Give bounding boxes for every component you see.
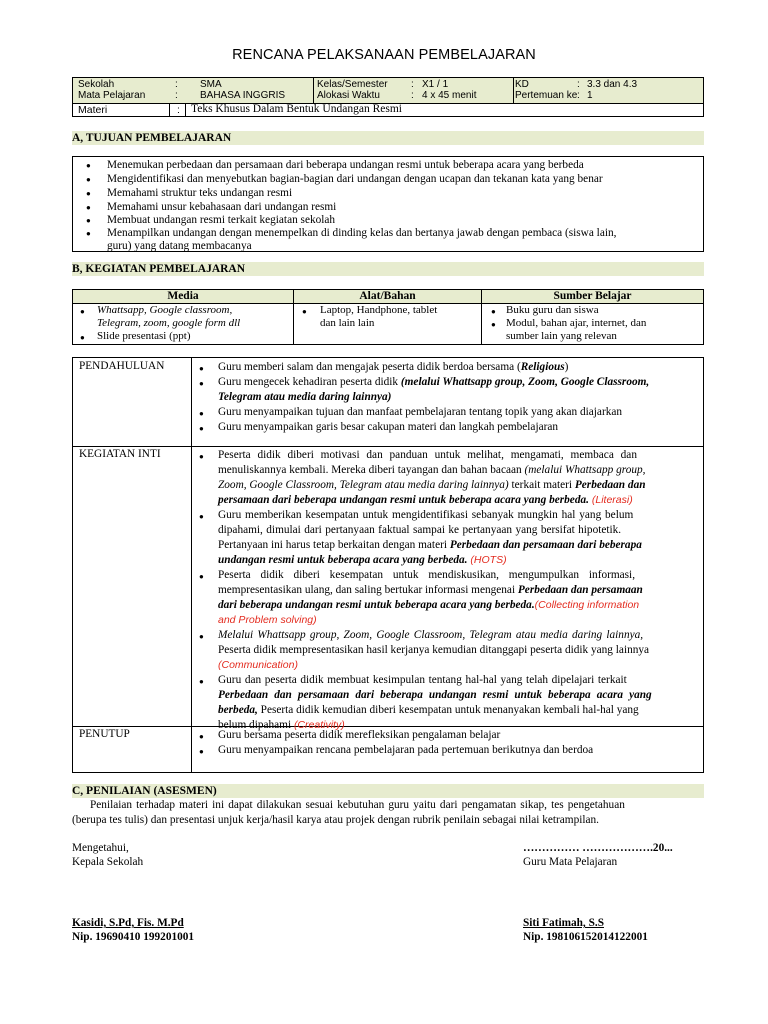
- text: Guru menyampaikan rencana pembelajaran pada pertemuan berikutnya dan berdoa: [218, 744, 594, 756]
- media-item: Telegram, zoom, google form dll: [97, 317, 241, 329]
- asesmen-text-line1: Penilaian terhadap materi ini dapat dilakukan sesuai kebutuhan guru yaitu dari pengamatan sikap, tes pengetahuan: [90, 799, 625, 811]
- text: Guru dan peserta didik membuat kesimpulan tentang hal-hal yang telah dipelajari terkait: [218, 674, 627, 686]
- list-item-continuation: [73, 239, 703, 252]
- media-item: Whattsapp, Google classroom,: [97, 304, 233, 316]
- guru-name: Siti Fatimah, S.S: [523, 917, 604, 929]
- text: terkait materi: [508, 479, 575, 491]
- mapel-value: BAHASA INGGRIS: [200, 90, 286, 101]
- header-info-grid: [73, 78, 703, 104]
- sumber-item: Modul, bahan ajar, internet, dan: [506, 317, 647, 329]
- bullet-icon: ●: [199, 572, 204, 581]
- kepala-nip: Nip. 19690410 199201001: [72, 931, 195, 943]
- text: Peserta didik mempresentasikan hasil kerjanya kemudian ditanggapi peserta didik yang lainnya: [218, 644, 650, 656]
- text: Guru mengecek kehadiran peserta didik: [218, 376, 401, 388]
- header-col-class: [313, 78, 514, 103]
- column-header-alat: Alat/Bahan: [359, 290, 416, 302]
- pertemuan-value: 1: [587, 90, 593, 101]
- value-tag: (Communication): [218, 659, 298, 671]
- line: [192, 643, 701, 658]
- pendahuluan-content: [192, 360, 701, 435]
- list-item-text: Memahami unsur kebahasaan dari undangan resmi: [107, 201, 337, 213]
- inti-content: [192, 448, 701, 733]
- kelas-label: Kelas/Semester: [317, 79, 388, 90]
- text: Perbedaan dan persamaan dari beberapa: [449, 539, 642, 551]
- list-item: [192, 728, 701, 743]
- list-item-text: Memahami struktur teks undangan resmi: [107, 187, 293, 199]
- kd-value: 3.3 dan 4.3: [587, 79, 638, 90]
- section-c-heading: [72, 784, 704, 798]
- page-title: RENCANA PELAKSANAAN PEMBELAJARAN: [232, 47, 536, 63]
- bullet-icon: ●: [199, 677, 204, 686]
- text: Peserta didik diberi kesempatan untuk mendiskusikan, mengumpulkan informasi,: [218, 569, 636, 581]
- bullet-icon: ●: [86, 161, 91, 170]
- value-tag: (Collecting information: [534, 599, 640, 611]
- list-item: [73, 158, 703, 172]
- text: Guru menyampaikan tujuan dan manfaat pembelajaran tentang topik yang akan diajarkan: [218, 406, 623, 418]
- list-item: [73, 226, 703, 239]
- phase-label-pendahuluan: PENDAHULUAN: [79, 360, 165, 372]
- list-item: [192, 508, 701, 523]
- list-item: [73, 172, 703, 186]
- bullet-icon: ●: [199, 409, 204, 418]
- text: Guru menyampaikan garis besar cakupan materi dan langkah pembelajaran: [218, 421, 559, 433]
- bullet-icon: ●: [199, 747, 204, 756]
- colon: :: [177, 104, 180, 116]
- text: Perbedaan dan persamaan dari beberapa undangan resmi untuk beberapa acara yang: [218, 689, 652, 701]
- divider: [169, 103, 170, 117]
- list-item: [192, 405, 701, 420]
- resource-table-header: [73, 290, 703, 304]
- list-item: [192, 673, 701, 688]
- list-item: [73, 186, 703, 200]
- sumber-item: sumber lain yang relevan: [506, 330, 617, 342]
- alokasi-label: Alokasi Waktu: [317, 90, 380, 101]
- materi-value: Teks Khusus Dalam Bentuk Undangan Resmi: [191, 103, 402, 115]
- line: [192, 493, 701, 508]
- line: [192, 613, 701, 628]
- text: belum dipahami: [218, 719, 294, 731]
- phase-table: [72, 357, 704, 773]
- alat-item: Laptop, Handphone, tablet: [320, 304, 438, 316]
- bullet-icon: ●: [86, 229, 91, 238]
- list-item-text: Menampilkan undangan dengan menempelkan di dinding kelas dan bertanya jawab dengan pembaca (siswa lain,: [107, 227, 617, 239]
- bullet-icon: ●: [199, 452, 204, 461]
- alat-item: dan lain lain: [320, 317, 375, 329]
- bullet-icon: ●: [80, 307, 85, 316]
- alokasi-value: 4 x 45 menit: [422, 90, 477, 101]
- list-item-text: Membuat undangan resmi terkait kegiatan sekolah: [107, 214, 336, 226]
- colon: :: [577, 90, 580, 101]
- sekolah-label: Sekolah: [78, 79, 115, 90]
- list-item: [192, 628, 701, 643]
- bullet-icon: ●: [199, 512, 204, 521]
- kd-label: KD: [515, 79, 529, 90]
- value-tag: Religious: [520, 361, 565, 373]
- text: Guru bersama peserta didik merefleksikan pengalaman belajar: [218, 729, 501, 741]
- bullet-icon: ●: [86, 175, 91, 184]
- section-a-heading-text: A, TUJUAN PEMBELAJARAN: [72, 132, 232, 144]
- line: [192, 478, 701, 493]
- text: persamaan dari beberapa undangan resmi untuk beberapa acara yang berbeda.: [218, 494, 589, 506]
- text: berbeda,: [218, 704, 258, 716]
- bullet-icon: ●: [80, 333, 85, 342]
- divider: [293, 290, 294, 344]
- list-item-text: guru) yang datang membacanya: [107, 240, 252, 252]
- colon: :: [411, 79, 414, 90]
- text: (melalui Whattsapp group,: [524, 464, 646, 476]
- pertemuan-label: Pertemuan ke: [515, 90, 578, 101]
- text: Melalui Whattsapp group, Zoom, Google Classroom, Telegram atau media daring lainnya,: [218, 629, 644, 641]
- text: (melalui Whattsapp group, Zoom, Google Classroom,: [400, 376, 650, 388]
- bullet-icon: ●: [199, 632, 204, 641]
- value-tag: and Problem solving): [218, 614, 317, 626]
- divider: [185, 103, 186, 117]
- column-header-media: Media: [167, 290, 199, 302]
- bullet-icon: ●: [199, 379, 204, 388]
- list-item: [192, 420, 701, 435]
- value-tag: (HOTS): [467, 554, 507, 566]
- section-c-heading-text: C, PENILAIAN (ASESMEN): [72, 785, 217, 797]
- materi-row: [73, 103, 703, 117]
- text: dipahami, dimulai dari pertanyaan faktual sampai ke pertanyaan yang bersifat hipotetik.: [218, 524, 622, 536]
- asesmen-text-line2: (berupa tes tulis) dan presentasi unjuk kerja/hasil karya atau projek dengan rubrik penilain sebagai nilai ketrampilan.: [72, 814, 600, 826]
- list-item: [73, 213, 703, 226]
- text: mempresentasikan ulang, dan saling bertukar informasi mengenai: [218, 584, 518, 596]
- bullet-icon: ●: [199, 732, 204, 741]
- sekolah-value: SMA: [200, 79, 222, 90]
- date-line: …………… ……………….20...: [523, 842, 673, 854]
- text: Perbedaan dan: [574, 479, 646, 491]
- colon: :: [175, 90, 178, 101]
- list-item-text: Menemukan perbedaan dan persamaan dari beberapa undangan resmi untuk beberapa acara yang berbeda: [107, 159, 584, 171]
- text: Perbedaan dan persamaan: [517, 584, 643, 596]
- line: [192, 523, 701, 538]
- text: Guru memberi salam dan mengajak peserta didik berdoa bersama (: [218, 361, 521, 373]
- colon: :: [411, 90, 414, 101]
- bullet-icon: ●: [86, 216, 91, 225]
- resource-table: [72, 289, 704, 345]
- text: Zoom, Google Classroom, Telegram atau media daring lainnya): [218, 479, 509, 491]
- list-item: [192, 568, 701, 583]
- list-item: [73, 200, 703, 213]
- bullet-icon: ●: [86, 203, 91, 212]
- guru-nip: Nip. 198106152014122001: [523, 931, 648, 943]
- bullet-icon: ●: [491, 307, 496, 316]
- text: Peserta didik kemudian diberi kesempatan untuk menanyakan kembali hal-hal yang: [257, 704, 639, 716]
- tujuan-list: [73, 158, 703, 252]
- line: [192, 688, 701, 703]
- divider: [73, 446, 703, 447]
- text: menuliskannya kembali. Mereka diberi tayangan dan bahan bacaan: [218, 464, 525, 476]
- list-item: [192, 375, 701, 390]
- line: [192, 598, 701, 613]
- tujuan-box: [72, 156, 704, 252]
- text: Peserta didik diberi motivasi dan panduan untuk melihat, mengamati, membaca dan: [218, 449, 637, 461]
- column-header-sumber: Sumber Belajar: [553, 290, 632, 302]
- bullet-icon: ●: [199, 364, 204, 373]
- divider: [481, 290, 482, 344]
- mapel-label: Mata Pelajaran: [78, 90, 146, 101]
- list-item-text: Mengidentifikasi dan menyebutkan bagian-bagian dari undangan dengan ucapan dan tekanan kata yang benar: [107, 173, 603, 185]
- guru-label: Guru Mata Pelajaran: [523, 856, 618, 868]
- value-tag: (Creativity): [293, 719, 345, 731]
- sumber-item: Buku guru dan siswa: [506, 304, 599, 316]
- list-item: [192, 743, 701, 758]
- list-item: [192, 360, 701, 375]
- phase-label-penutup: PENUTUP: [79, 728, 130, 740]
- header-col-school: [73, 78, 314, 103]
- section-a-heading: [72, 131, 704, 145]
- text: Pertanyaan ini harus tetap berkaitan dengan materi: [218, 539, 450, 551]
- text: undangan resmi untuk beberapa acara yang berbeda.: [218, 554, 468, 566]
- colon: :: [175, 79, 178, 90]
- line: [192, 538, 701, 553]
- list-item: [192, 448, 701, 463]
- line: [192, 553, 701, 568]
- section-b-heading-text: B, KEGIATAN PEMBELAJARAN: [72, 263, 246, 275]
- value-tag: (Literasi): [588, 494, 633, 506]
- kepala-sekolah-label: Kepala Sekolah: [72, 856, 144, 868]
- line: [192, 463, 701, 478]
- text: dari beberapa undangan resmi untuk beberapa acara yang berbeda.: [218, 599, 535, 611]
- line: [192, 583, 701, 598]
- bullet-icon: ●: [491, 320, 496, 329]
- bullet-icon: ●: [302, 307, 307, 316]
- penutup-content: [192, 728, 701, 758]
- header-col-kd: [513, 78, 703, 103]
- list-item-continuation: [192, 390, 701, 405]
- section-b-heading: [72, 262, 704, 276]
- kelas-value: X1 / 1: [422, 79, 449, 90]
- bullet-icon: ●: [86, 189, 91, 198]
- media-item: Slide presentasi (ppt): [97, 330, 191, 342]
- line: [192, 703, 701, 718]
- materi-label: Materi: [78, 104, 108, 116]
- kepala-name: Kasidi, S.Pd, Fis. M.Pd: [72, 917, 184, 929]
- bullet-icon: ●: [199, 424, 204, 433]
- colon: :: [577, 79, 580, 90]
- mengetahui-label: Mengetahui,: [72, 842, 129, 854]
- line: [192, 658, 701, 673]
- text: Guru memberikan kesempatan untuk mengidentifikasi sebanyak mungkin hal yang belum: [218, 509, 634, 521]
- text: ): [564, 361, 569, 373]
- text: Telegram atau media daring lainnya): [218, 391, 392, 403]
- phase-label-inti: KEGIATAN INTI: [79, 448, 161, 460]
- header-info-box: [72, 77, 704, 117]
